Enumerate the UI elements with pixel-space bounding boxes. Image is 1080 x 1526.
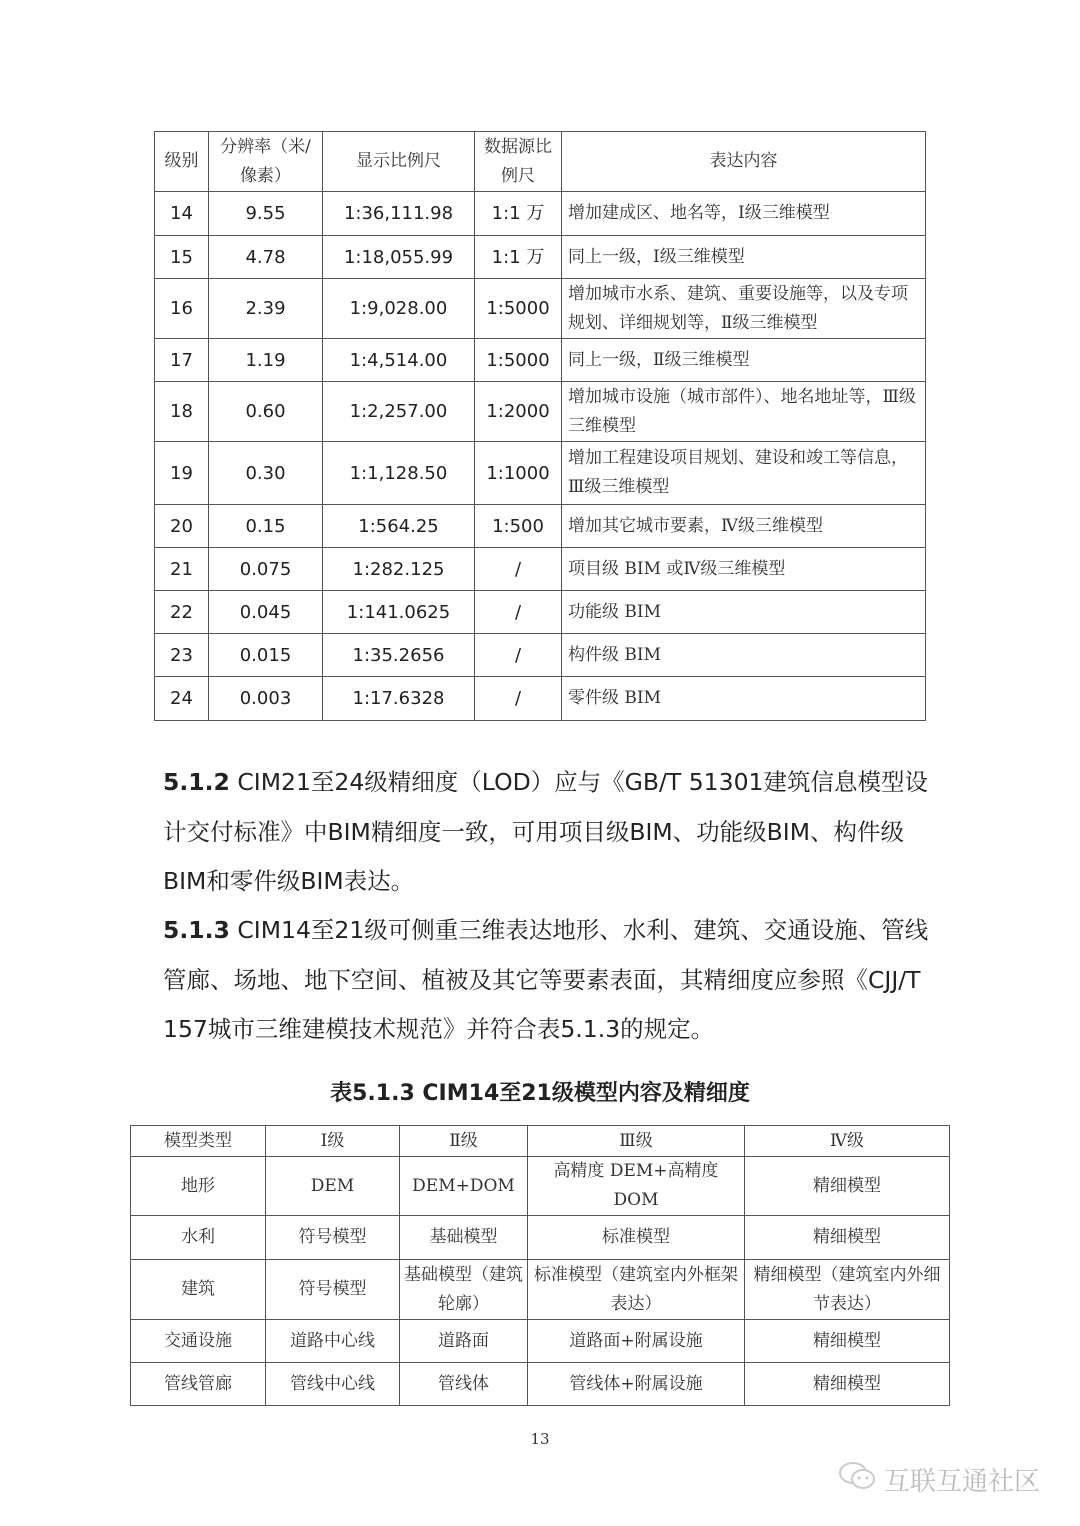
- table-row: [155, 548, 926, 591]
- level-table: [154, 131, 926, 721]
- header-cell: 级别: [155, 132, 209, 192]
- table-row: [155, 339, 926, 382]
- table-cell: 精细模型（建筑室内外细节表达）: [745, 1260, 950, 1320]
- table-cell: 1:5000: [475, 339, 562, 382]
- table-cell: 管线体+附属设施: [528, 1363, 745, 1406]
- table-cell: 4.78: [209, 236, 323, 279]
- table-cell: 0.15: [209, 505, 323, 548]
- table-cell: 管线体: [400, 1363, 528, 1406]
- table-row: [155, 677, 926, 721]
- table-cell: 19: [155, 442, 209, 505]
- table-cell: 0.045: [209, 591, 323, 634]
- table-cell: 1:564.25: [323, 505, 475, 548]
- header-cell: Ⅰ级: [266, 1126, 400, 1157]
- paragraph-5-1-3: [163, 906, 933, 1055]
- table-cell: 1:141.0625: [323, 591, 475, 634]
- header-cell: 模型类型: [131, 1126, 266, 1157]
- table-row: [155, 236, 926, 279]
- header-cell: Ⅲ级: [528, 1126, 745, 1157]
- table-cell: 1:1,128.50: [323, 442, 475, 505]
- table-cell: 标准模型（建筑室内外框架表达）: [528, 1260, 745, 1320]
- table-cell: 1:1 万: [475, 192, 562, 236]
- table-cell: 增加城市设施（城市部件）、地名地址等，Ⅲ级三维模型: [562, 382, 926, 442]
- table-cell: 增加建成区、地名等，Ⅰ级三维模型: [562, 192, 926, 236]
- header-cell: 数据源比例尺: [475, 132, 562, 192]
- table-cell: 1:2000: [475, 382, 562, 442]
- table-cell: /: [475, 548, 562, 591]
- table-cell: 1:35.2656: [323, 634, 475, 677]
- table-row: [131, 1216, 950, 1260]
- table-cell: 精细模型: [745, 1320, 950, 1363]
- table-cell: 道路面: [400, 1320, 528, 1363]
- watermark: [838, 1460, 1040, 1499]
- table-cell: /: [475, 634, 562, 677]
- table-cell: 1:2,257.00: [323, 382, 475, 442]
- table-row: [131, 1363, 950, 1406]
- wechat-icon: [838, 1460, 878, 1499]
- table-cell: 22: [155, 591, 209, 634]
- header-row: [131, 1126, 950, 1157]
- table-cell: 24: [155, 677, 209, 721]
- table-cell: 精细模型: [745, 1216, 950, 1260]
- table-cell: DEM: [266, 1157, 400, 1216]
- table-cell: 符号模型: [266, 1260, 400, 1320]
- table-cell: 1:500: [475, 505, 562, 548]
- table-cell: 0.60: [209, 382, 323, 442]
- table-cell: 20: [155, 505, 209, 548]
- table-cell: 标准模型: [528, 1216, 745, 1260]
- table-cell: 1:1000: [475, 442, 562, 505]
- header-cell: 显示比例尺: [323, 132, 475, 192]
- table-cell: 1.19: [209, 339, 323, 382]
- table-cell: 地形: [131, 1157, 266, 1216]
- header-cell: Ⅳ级: [745, 1126, 950, 1157]
- table-cell: 构件级 BIM: [562, 634, 926, 677]
- table-cell: 水利: [131, 1216, 266, 1260]
- header-cell: 表达内容: [562, 132, 926, 192]
- watermark-text: 互联互通社区: [884, 1467, 1041, 1497]
- table-row: [131, 1157, 950, 1216]
- table-row: [131, 1320, 950, 1363]
- table-cell: 1:1 万: [475, 236, 562, 279]
- table-cell: 增加其它城市要素，Ⅳ级三维模型: [562, 505, 926, 548]
- table-cell: 同上一级，Ⅰ级三维模型: [562, 236, 926, 279]
- table-cell: DEM+DOM: [400, 1157, 528, 1216]
- table-cell: 管线管廊: [131, 1363, 266, 1406]
- table-cell: /: [475, 677, 562, 721]
- table-cell: 1:282.125: [323, 548, 475, 591]
- table-cell: 建筑: [131, 1260, 266, 1320]
- table-cell: 道路中心线: [266, 1320, 400, 1363]
- table-cell: 1:18,055.99: [323, 236, 475, 279]
- clause-number: 5.1.3: [163, 916, 230, 944]
- table-row: [155, 442, 926, 505]
- table-cell: 14: [155, 192, 209, 236]
- table-cell: 17: [155, 339, 209, 382]
- model-content-table: [130, 1125, 950, 1406]
- table-row: [155, 382, 926, 442]
- table-cell: 1:9,028.00: [323, 279, 475, 339]
- table-cell: 2.39: [209, 279, 323, 339]
- table-cell: 0.30: [209, 442, 323, 505]
- table-cell: 增加城市水系、建筑、重要设施等，以及专项规划、详细规划等，Ⅱ级三维模型: [562, 279, 926, 339]
- header-cell: 分辨率（米/像素）: [209, 132, 323, 192]
- table-caption: 表5.1.3 CIM14至21级模型内容及精细度: [330, 1081, 750, 1106]
- table-cell: 1:5000: [475, 279, 562, 339]
- header-cell: Ⅱ级: [400, 1126, 528, 1157]
- table-cell: 0.075: [209, 548, 323, 591]
- table-cell: 高精度 DEM+高精度 DOM: [528, 1157, 745, 1216]
- table-cell: 功能级 BIM: [562, 591, 926, 634]
- table-row: [155, 634, 926, 677]
- table-cell: 增加工程建设项目规划、建设和竣工等信息，Ⅲ级三维模型: [562, 442, 926, 505]
- table-row: [131, 1260, 950, 1320]
- table-cell: 项目级 BIM 或Ⅳ级三维模型: [562, 548, 926, 591]
- table-row: [155, 505, 926, 548]
- table-row: [155, 279, 926, 339]
- table-cell: /: [475, 591, 562, 634]
- clause-number: 5.1.2: [163, 768, 230, 796]
- table-cell: 18: [155, 382, 209, 442]
- table-cell: 零件级 BIM: [562, 677, 926, 721]
- table-cell: 基础模型: [400, 1216, 528, 1260]
- table-cell: 1:17.6328: [323, 677, 475, 721]
- table-cell: 23: [155, 634, 209, 677]
- table-cell: 9.55: [209, 192, 323, 236]
- table-cell: 0.003: [209, 677, 323, 721]
- table-cell: 1:36,111.98: [323, 192, 475, 236]
- clause-text: CIM21至24级精细度（LOD）应与《GB/T 51301建筑信息模型设计交付标准》中BIM精细度一致，可用项目级BIM、功能级BIM、构件级BIM和零件级BIM表达。: [163, 768, 928, 895]
- table-cell: 符号模型: [266, 1216, 400, 1260]
- table-row: [155, 591, 926, 634]
- header-row: [155, 132, 926, 192]
- table-cell: 15: [155, 236, 209, 279]
- page-number: 13: [530, 1430, 550, 1448]
- clause-text: CIM14至21级可侧重三维表达地形、水利、建筑、交通设施、管线管廊、场地、地下空间、植被及其它等要素表面，其精细度应参照《CJJ/T 157城市三维建模技术规范》并符合表5.1.3的规定。: [163, 916, 929, 1043]
- table-row: [155, 192, 926, 236]
- table-cell: 同上一级，Ⅱ级三维模型: [562, 339, 926, 382]
- table-cell: 交通设施: [131, 1320, 266, 1363]
- table-cell: 精细模型: [745, 1157, 950, 1216]
- table-cell: 21: [155, 548, 209, 591]
- table-cell: 基础模型（建筑轮廓）: [400, 1260, 528, 1320]
- table-cell: 0.015: [209, 634, 323, 677]
- paragraph-5-1-2: [163, 758, 933, 907]
- table-cell: 精细模型: [745, 1363, 950, 1406]
- table-cell: 16: [155, 279, 209, 339]
- table-cell: 1:4,514.00: [323, 339, 475, 382]
- table-cell: 道路面+附属设施: [528, 1320, 745, 1363]
- table-cell: 管线中心线: [266, 1363, 400, 1406]
